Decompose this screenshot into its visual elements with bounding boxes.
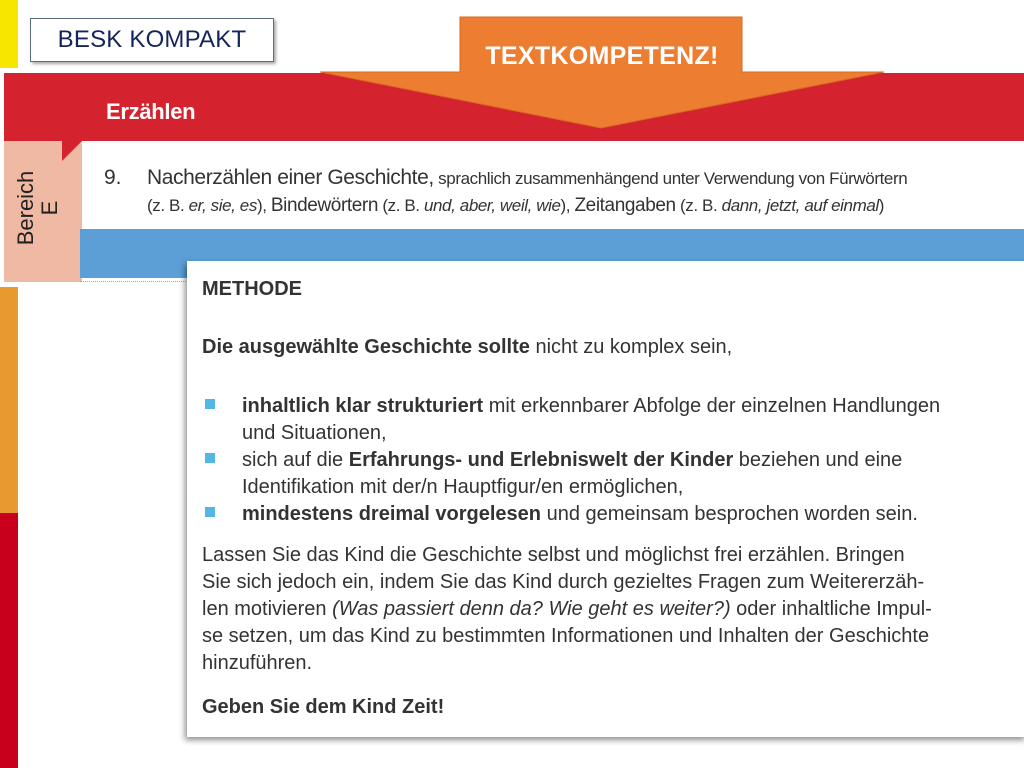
dotted-divider	[80, 281, 186, 282]
example-pronouns: er, sie, es	[188, 196, 257, 215]
example-questions: (Was passiert denn da? Wie geht es weiter?)	[332, 598, 731, 620]
competence-main: Nacherzählen einer Geschichte,	[147, 166, 434, 189]
bullet-3-rest: und gemeinsam besprochen worden sein.	[541, 503, 918, 525]
callout-arrow-icon	[318, 15, 886, 131]
term-conjunctions: Bindewörtern	[270, 195, 379, 216]
text-segment: (z. B.	[378, 196, 424, 215]
intro-bold: Die ausgewählte Geschichte sollte	[202, 336, 530, 358]
side-stripe-orange	[0, 287, 18, 513]
paragraph-line-2: Sie sich jedoch ein, indem Sie das Kind durch gezieltes Fragen zum Weitererzäh-	[202, 571, 925, 593]
paragraph-line-4: se setzen, um das Kind zu bestimmten Informationen und Inhalten der Geschichte	[202, 625, 930, 647]
paragraph-line-3	[202, 596, 932, 623]
closing-line: Geben Sie dem Kind Zeit!	[202, 696, 445, 718]
example-conjunctions: und, aber, weil, wie	[423, 196, 561, 215]
competence-line-1	[147, 166, 1017, 190]
text-segment: ),	[560, 196, 575, 215]
competence-number: 9.	[104, 166, 122, 189]
program-title: BESK KOMPAKT	[57, 26, 247, 53]
text-segment: ),	[256, 196, 271, 215]
bullet-2-pre: sich auf die	[242, 449, 349, 471]
text-segment: len motivieren	[202, 598, 333, 620]
side-stripe-red	[0, 513, 18, 768]
section-title: Erzählen	[106, 99, 196, 124]
bereich-tab-corner	[62, 141, 82, 161]
bullet-square-icon	[205, 507, 215, 517]
paragraph-line-5: hinzuführen.	[202, 652, 313, 674]
bullet-2-rest: beziehen und eine	[733, 449, 903, 471]
example-time-expressions: dann, jetzt, auf einmal	[721, 196, 879, 215]
text-segment: )	[878, 196, 885, 215]
text-segment: (z. B.	[675, 196, 722, 215]
bullet-1-rest: mit erkennbarer Abfolge der einzelnen Handlungen	[483, 395, 941, 417]
bullet-square-icon	[205, 453, 215, 463]
bullet-2-bold: Erfahrungs- und Erlebniswelt der Kinder	[348, 449, 734, 471]
callout-text: TEXTKOMPETENZ!	[485, 42, 719, 70]
bullet-1	[242, 393, 940, 420]
text-segment: oder inhaltliche Impul-	[730, 598, 932, 620]
program-title-box	[30, 18, 274, 62]
text-segment: (z. B.	[147, 196, 189, 215]
bullet-1-line-2: und Situationen,	[242, 422, 387, 444]
bullet-2-line-2: Identifikation mit der/n Hauptfigur/en ermöglichen,	[242, 476, 684, 498]
bereich-label	[14, 158, 62, 258]
bullet-3-bold: mindestens dreimal vorgelesen	[242, 503, 542, 525]
bullet-1-bold: inhaltlich klar strukturiert	[242, 395, 484, 417]
method-intro	[202, 336, 732, 359]
bullet-2	[242, 447, 902, 474]
bereich-letter: E	[37, 200, 62, 216]
method-title: METHODE	[202, 278, 302, 300]
competence-line-2	[147, 195, 1017, 217]
competence-rest: sprachlich zusammenhängend unter Verwendung von Fürwörtern	[433, 169, 908, 188]
side-stripe-yellow	[0, 0, 18, 68]
term-time-expressions: Zeitangaben	[574, 195, 676, 216]
bullet-square-icon	[205, 399, 215, 409]
paragraph-line-1: Lassen Sie das Kind die Geschichte selbst und möglichst frei erzählen. Bringen	[202, 544, 905, 566]
intro-rest: nicht zu komplex sein,	[529, 336, 733, 358]
method-panel	[187, 261, 1024, 737]
bereich-word: Bereich	[13, 170, 38, 246]
bullet-3	[242, 501, 918, 528]
